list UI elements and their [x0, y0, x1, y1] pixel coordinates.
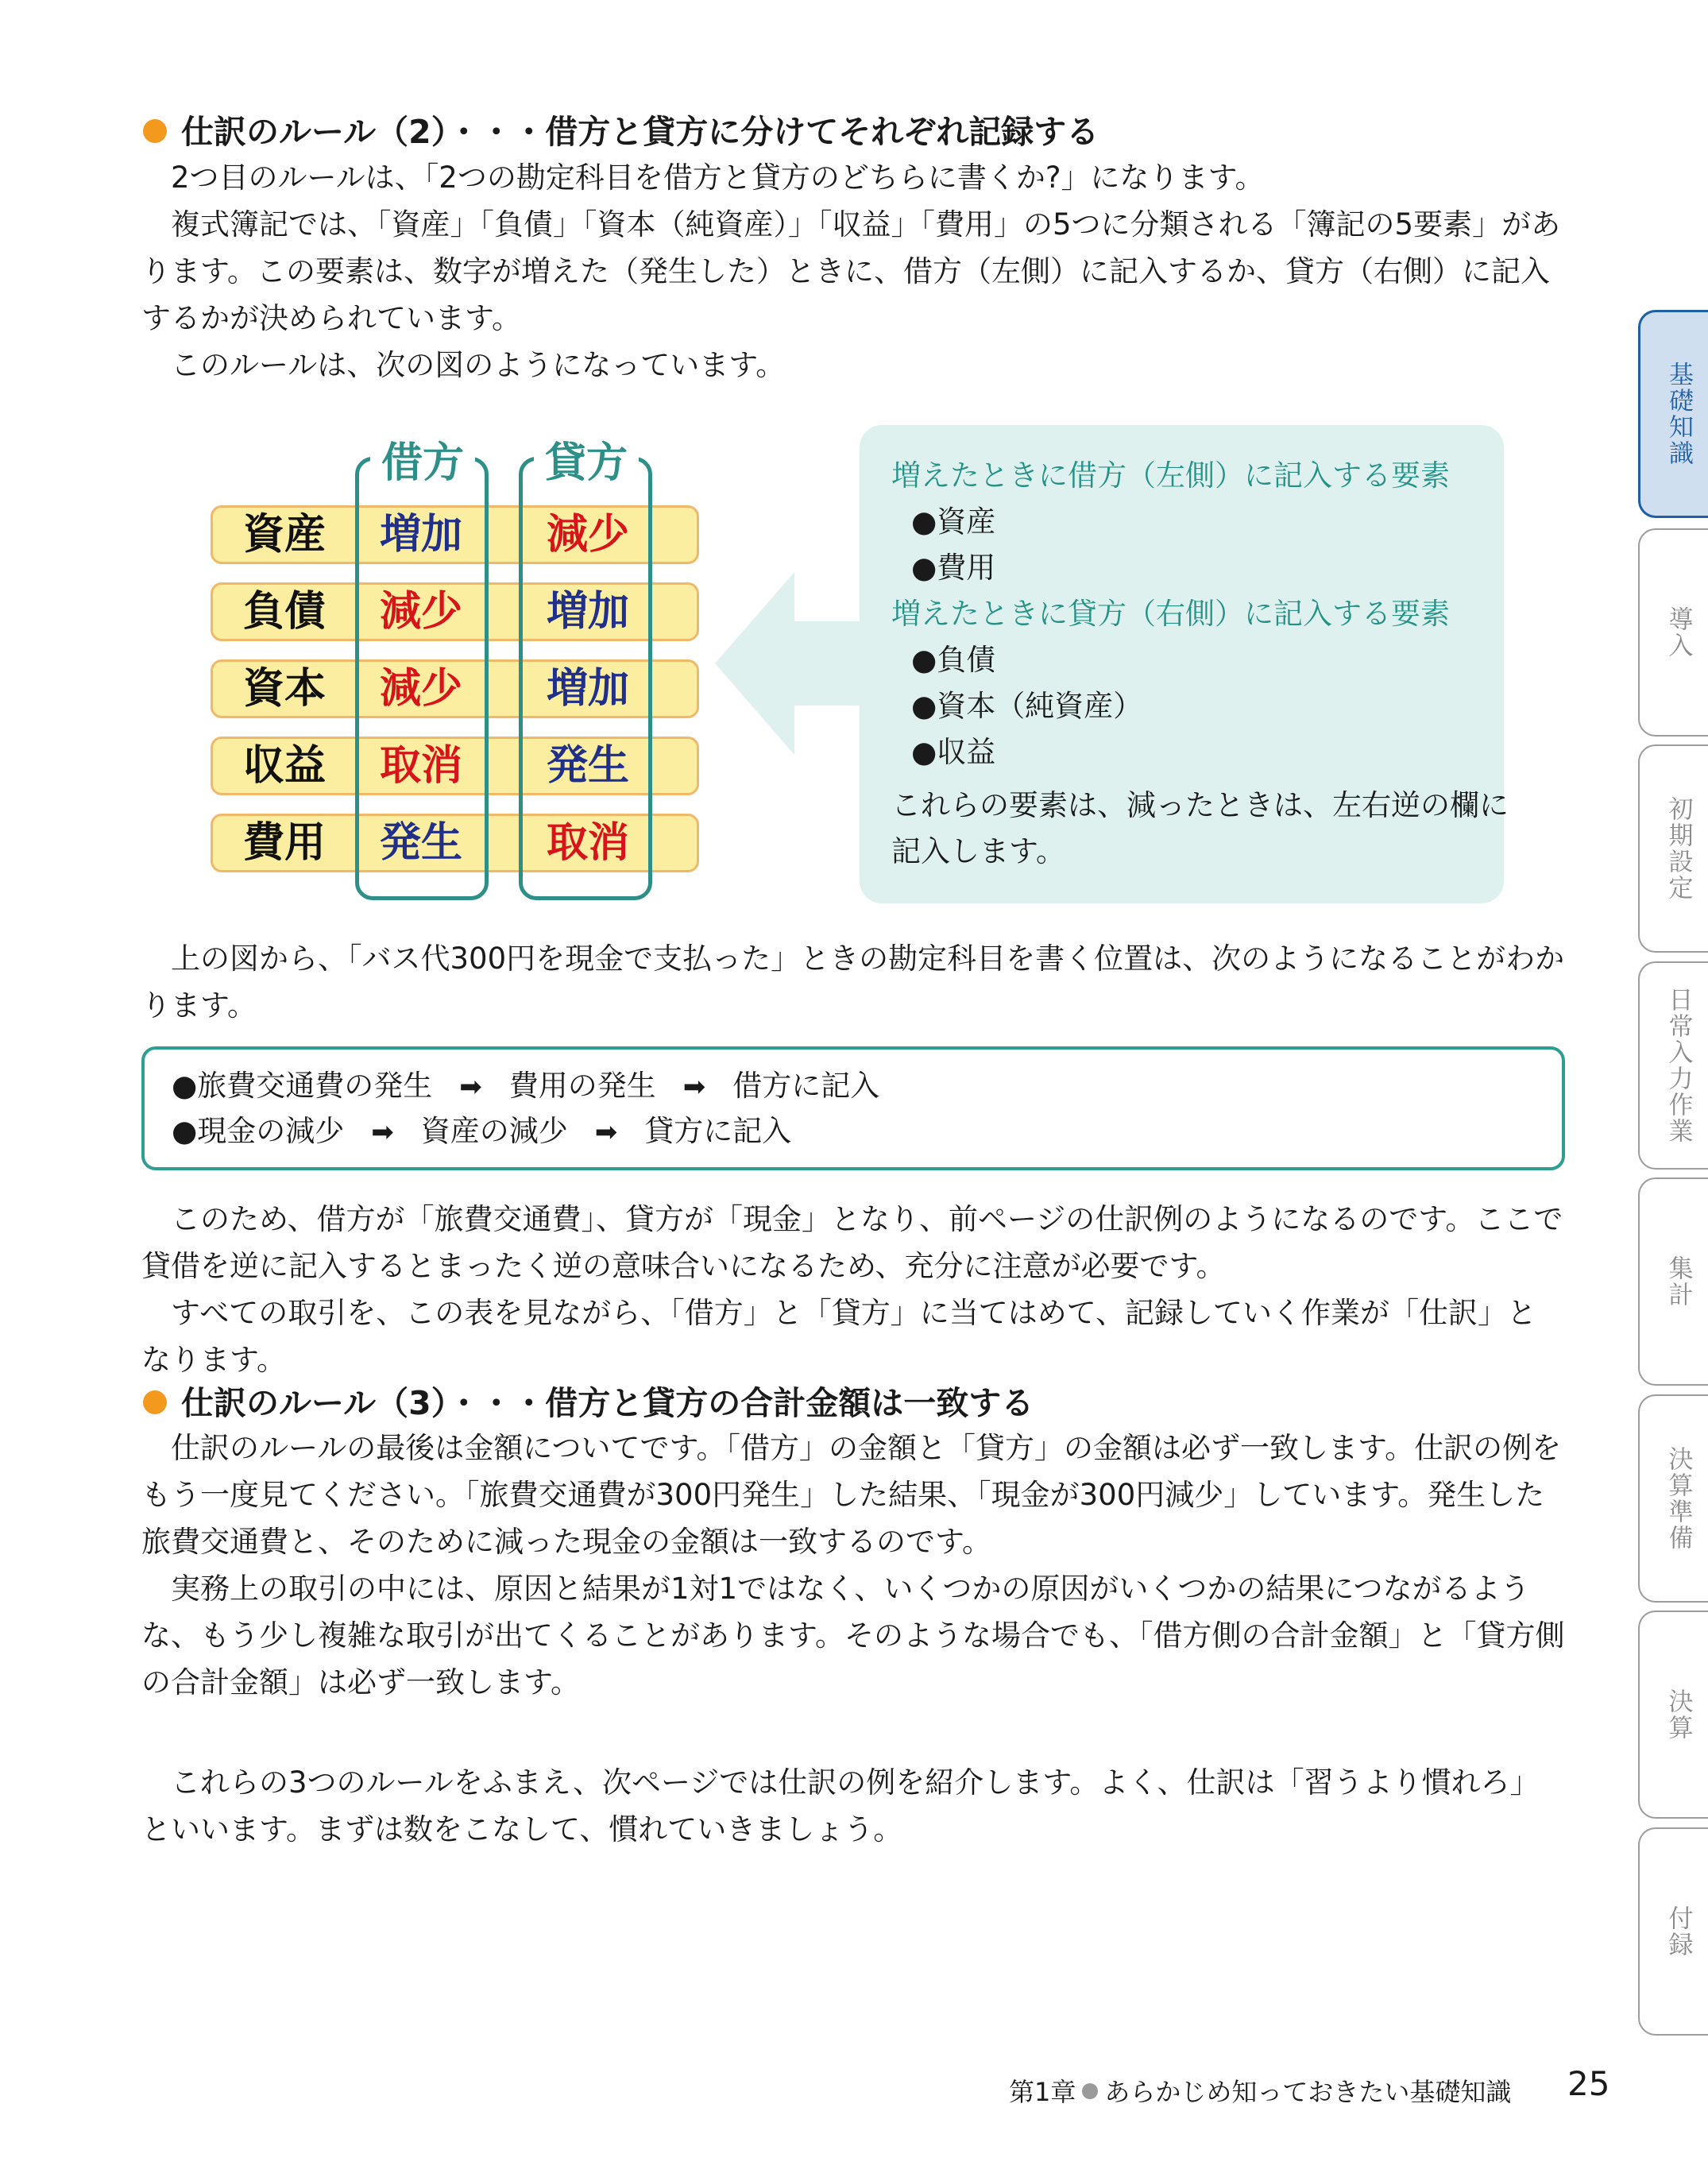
section3-closing: [141, 1759, 1565, 1853]
example-step: 資産の減少: [420, 1114, 568, 1148]
debit-column-header: 借方: [370, 435, 475, 491]
tab-initial-setup[interactable]: [1638, 744, 1708, 953]
credit-cell: 増加: [546, 665, 629, 713]
tab-appendix[interactable]: [1638, 1827, 1708, 2036]
example-line: [172, 1065, 879, 1108]
orange-bullet-icon: [143, 1390, 167, 1414]
info-item: ●資本（純資産）: [911, 689, 1143, 723]
paragraph: 上の図から、「バス代300円を現金で支払った」ときの勘定科目を書く位置は、次のようになることがわかります。: [141, 942, 1565, 1023]
tab-label: 決算: [1664, 1688, 1693, 1741]
orange-bullet-icon: [143, 119, 167, 143]
after-example-text: [141, 1196, 1565, 1383]
example-step: ●現金の減少: [172, 1114, 345, 1148]
tab-label: 導入: [1664, 606, 1693, 659]
gray-bullet-icon: [1082, 2083, 1098, 2099]
paragraph: 仕訳のルールの最後は金額についてです。「借方」の金額と「貸方」の金額は必ず一致します。仕訳の例をもう一度見てください。「旅費交通費が300円発生」した結果、「現金が300円減少」しています。発生した旅費交通費と、そのために減った現金の金額は一致するのです。: [141, 1431, 1562, 1559]
subject-label: 費用: [242, 819, 326, 867]
info-note: 記入します。: [891, 834, 1066, 868]
tab-label: 付録: [1664, 1905, 1693, 1958]
info-item: ●収益: [911, 735, 996, 769]
credit-cell: 取消: [546, 819, 629, 867]
info-note: これらの要素は、減ったときは、左右逆の欄に: [891, 788, 1509, 822]
right-arrow-icon: ➡: [459, 1071, 482, 1103]
tab-closing-prep[interactable]: [1638, 1394, 1708, 1603]
paragraph: すべての取引を、この表を見ながら、「借方」と「貸方」に当てはめて、記録していく作業が「仕訳」となります。: [141, 1296, 1537, 1377]
tab-closing[interactable]: [1638, 1611, 1708, 1819]
credit-cell: 減少: [546, 511, 629, 559]
info-item: ●費用: [911, 551, 996, 585]
credit-cell: 発生: [546, 742, 629, 790]
right-arrow-icon: ➡: [371, 1116, 394, 1148]
section3-body: [141, 1425, 1565, 1706]
tab-label: 日常入力作業: [1664, 987, 1693, 1144]
info-box: [860, 425, 1509, 903]
paragraph: このルールは、次の図のようになっています。: [171, 348, 786, 382]
tab-introduction[interactable]: [1638, 528, 1708, 737]
section2-body: [141, 154, 1565, 389]
debit-cell: 減少: [379, 665, 462, 713]
paragraph: 2つ目のルールは、「2つの勘定科目を借方と貸方のどちらに書くか?」になります。: [171, 160, 1265, 195]
footer-chapter: 第1章 あらかじめ知っておきたい基礎知識: [1009, 2077, 1512, 2107]
tab-basics[interactable]: [1638, 310, 1708, 518]
after-diagram-text: [141, 935, 1565, 1029]
paragraph: このため、借方が「旅費交通費」、貸方が「現金」となり、前ページの仕訳例のようになるのです。ここで貸借を逆に記入するとまったく逆の意味合いになるため、充分に注意が必要です。: [141, 1202, 1563, 1283]
info-title-credit: 増えたときに貸方（右側）に記入する要素: [891, 597, 1450, 631]
debit-cell: 減少: [379, 588, 462, 636]
paragraph: 複式簿記では、「資産」「負債」「資本（純資産）」「収益」「費用」の5つに分類される「簿記の5要素」があります。この要素は、数字が増えた（発生した）ときに、借方（左側）に記入するか、貸方（右側）に記入するかが決められています。: [141, 207, 1561, 335]
example-step: 借方に記入: [732, 1069, 880, 1103]
left-arrow-icon: [715, 572, 866, 755]
paragraph: 実務上の取引の中には、原因と結果が1対1ではなく、いくつかの原因がいくつかの結果につながるような、もう少し複雑な取引が出てくることがあります。そのような場合でも、「借方側の合計金額」と「貸方側の合計金額」は必ず一致します。: [141, 1572, 1565, 1699]
paragraph: これらの3つのルールをふまえ、次ページでは仕訳の例を紹介します。よく、仕訳は「習うより慣れろ」といいます。まずは数をこなして、慣れていきましょう。: [141, 1765, 1540, 1846]
section-heading-rule2: 仕訳のルール（2）・・・借方と貸方に分けてそれぞれ記録する: [143, 106, 1099, 153]
tab-label: 初期設定: [1664, 796, 1693, 901]
debit-cell: 増加: [379, 511, 462, 559]
info-item: ●資産: [911, 505, 996, 539]
info-item: ●負債: [911, 643, 996, 677]
tab-label: 集計: [1664, 1255, 1693, 1308]
subject-label: 収益: [242, 742, 326, 790]
credit-column-header: 貸方: [534, 435, 639, 491]
debit-cell: 取消: [379, 742, 462, 790]
credit-cell: 増加: [546, 588, 629, 636]
tab-label: 基礎知識: [1664, 362, 1693, 466]
tab-label: 決算準備: [1664, 1446, 1693, 1551]
tab-daily-entry[interactable]: [1638, 961, 1708, 1170]
right-arrow-icon: ➡: [682, 1071, 706, 1103]
right-arrow-icon: ➡: [594, 1116, 618, 1148]
subject-label: 負債: [242, 588, 326, 636]
page-number: 25: [1567, 2064, 1610, 2103]
subject-label: 資本: [242, 665, 326, 713]
example-step: ●旅費交通費の発生: [172, 1069, 433, 1103]
tab-aggregate[interactable]: [1638, 1177, 1708, 1386]
info-title-debit: 増えたときに借方（左側）に記入する要素: [891, 458, 1450, 493]
subject-label: 資産: [242, 511, 326, 559]
section-heading-rule3: 仕訳のルール（3）・・・借方と貸方の合計金額は一致する: [143, 1377, 1034, 1424]
debit-cell: 発生: [379, 819, 462, 867]
example-step: 貸方に記入: [644, 1114, 792, 1148]
example-line: [172, 1110, 791, 1154]
example-step: 費用の発生: [508, 1069, 656, 1103]
